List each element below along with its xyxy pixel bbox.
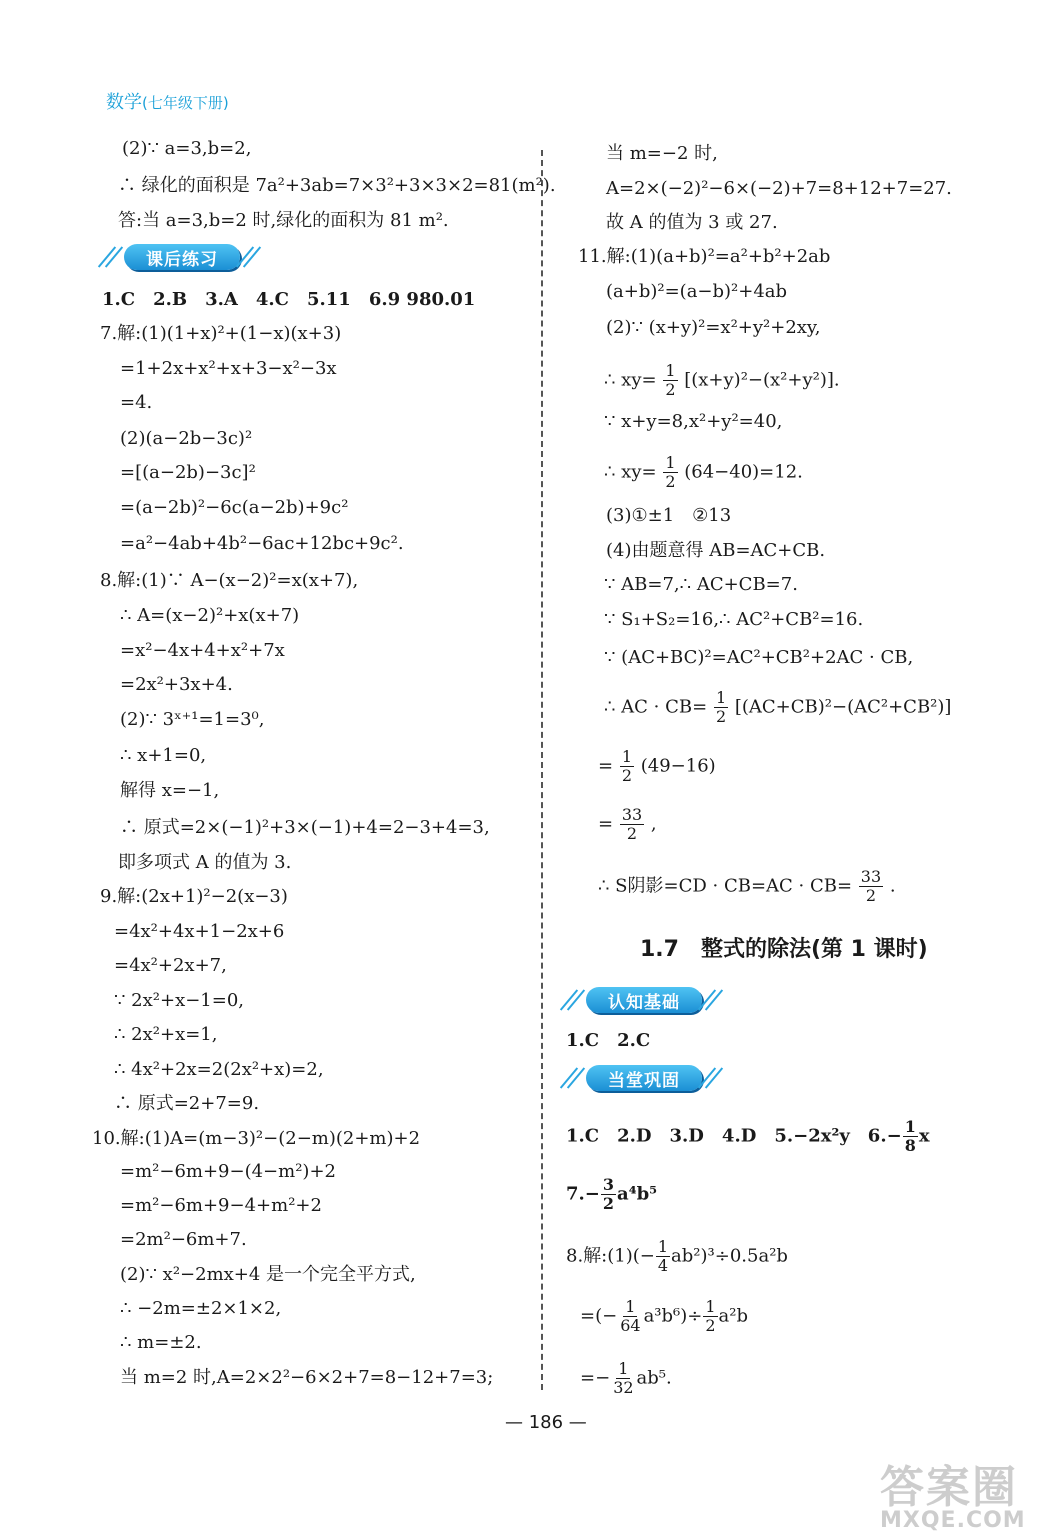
text-line: =4x²+4x+1−2x+6 bbox=[114, 921, 285, 942]
text-line: (a+b)²=(a−b)²+4ab bbox=[606, 281, 788, 302]
text-line: ∴ 绿化的面积是 7a²+3ab=7×3²+3×3×2=81(m²). bbox=[118, 175, 556, 196]
text-line bbox=[604, 454, 803, 491]
text-line: ∴ m=±2. bbox=[120, 1332, 202, 1353]
text-fragment: ∴ AC · CB= bbox=[604, 696, 708, 718]
stripe-decoration bbox=[100, 246, 124, 268]
text-line bbox=[604, 689, 951, 726]
fraction-denominator: 4 bbox=[657, 1256, 669, 1275]
fraction-numerator: 1 bbox=[705, 1297, 716, 1316]
fraction-numerator: 1 bbox=[715, 688, 727, 707]
fraction-denominator: 2 bbox=[705, 1316, 716, 1335]
text-line: (3)①±1 ②13 bbox=[606, 505, 732, 526]
text-line: =4x²+2x+7, bbox=[114, 955, 227, 976]
fraction-denominator: 2 bbox=[665, 472, 676, 491]
text-fragment: 7. bbox=[566, 1183, 585, 1205]
text-line: ∴ A=(x−2)²+x(x+7) bbox=[120, 605, 300, 626]
text-line: 解得 x=−1, bbox=[120, 780, 220, 801]
fraction-numerator: 33 bbox=[621, 805, 643, 824]
text-fragment: 8.解:(1)( bbox=[566, 1245, 640, 1267]
fraction-numerator: 1 bbox=[625, 1297, 636, 1316]
fraction-one-64 bbox=[618, 1298, 642, 1335]
text-fragment: = bbox=[598, 755, 614, 777]
fraction-numerator: 3 bbox=[602, 1175, 615, 1194]
badge-label: 认知基础 bbox=[586, 987, 702, 1013]
text-line: (2)∵ (x+y)²=x²+y²+2xy, bbox=[606, 317, 821, 338]
text-line: 11.解:(1)(a+b)²=a²+b²+2ab bbox=[578, 246, 831, 267]
fraction-three-half bbox=[601, 1176, 616, 1213]
text-line: ∴ −2m=±2×1×2, bbox=[120, 1298, 282, 1319]
text-fragment: (49−16) bbox=[640, 755, 716, 777]
text-line bbox=[604, 362, 840, 399]
text-line: ∴ x+1=0, bbox=[120, 745, 207, 766]
text-line: 当 m=−2 时, bbox=[606, 143, 718, 164]
page-number: — 186 — bbox=[505, 1412, 587, 1433]
fraction-half bbox=[703, 1298, 717, 1335]
text-line: (2)(a−2b−3c)² bbox=[120, 428, 253, 449]
fraction-numerator: 1 bbox=[618, 1359, 629, 1378]
stripe-decoration bbox=[562, 1067, 586, 1089]
fraction-numerator: 1 bbox=[665, 361, 676, 380]
grade-label: (七年级下册) bbox=[142, 94, 229, 112]
text-fragment: (64−40)=12. bbox=[684, 461, 803, 483]
fraction-denominator: 2 bbox=[602, 1194, 615, 1213]
fraction-half bbox=[714, 689, 728, 726]
fraction-denominator: 8 bbox=[904, 1136, 916, 1155]
text-line: =(a−2b)²−6c(a−2b)+9c² bbox=[120, 497, 349, 518]
fraction-denominator: 32 bbox=[613, 1378, 634, 1397]
fraction-denominator: 2 bbox=[715, 707, 727, 726]
text-line: =x²−4x+4+x²+7x bbox=[120, 640, 285, 661]
text-fragment: ∴ xy= bbox=[604, 369, 657, 391]
badge-label: 当堂巩固 bbox=[586, 1065, 702, 1091]
answer-line: 7.− $\frac{3}{2}$ a⁴b⁵ bbox=[566, 1175, 658, 1213]
text-line: (2)∵ x²−2mx+4 是一个完全平方式, bbox=[120, 1264, 416, 1285]
answer-line: 1.C 2.B 3.A 4.C 5.11 6.9 980.01 bbox=[102, 289, 476, 310]
text-line: 答:当 a=3,b=2 时,绿化的面积为 81 m². bbox=[118, 210, 449, 231]
stripe-decoration bbox=[702, 989, 726, 1011]
stripe-decoration bbox=[702, 1067, 726, 1089]
text-line: 9.解:(2x+1)²−2(x−3) bbox=[100, 886, 288, 907]
fraction-one-32 bbox=[611, 1360, 635, 1397]
fraction-denominator: 2 bbox=[626, 824, 638, 843]
page-header bbox=[106, 88, 229, 114]
badge-label: 课后练习 bbox=[124, 244, 240, 270]
text-line: 当 m=2 时,A=2×2²−6×2+7=8−12+7=3; bbox=[120, 1367, 494, 1388]
text-fragment: ∴ xy= bbox=[604, 461, 657, 483]
text-line: ∴ 原式=2×(−1)²+3×(−1)+4=2−3+4=3, bbox=[120, 817, 490, 838]
section-badge-cognitive bbox=[562, 985, 726, 1015]
text-line: ∵ S₁+S₂=16,∴ AC²+CB²=16. bbox=[604, 609, 864, 630]
text-line: A=2×(−2)²−6×(−2)+7=8+12+7=27. bbox=[606, 178, 952, 199]
text-line: ∵ x+y=8,x²+y²=40, bbox=[604, 411, 783, 432]
fraction-half bbox=[663, 362, 677, 399]
fraction-numerator: 33 bbox=[860, 867, 882, 886]
text-fragment: , bbox=[650, 813, 657, 835]
text-fragment: x bbox=[918, 1125, 930, 1147]
text-line: ∵ 2x²+x−1=0, bbox=[114, 990, 245, 1011]
text-fragment: a³b⁶)÷ bbox=[643, 1305, 703, 1327]
text-line: 8.解:(1)∵ A−(x−2)²=x(x+7), bbox=[100, 570, 359, 591]
text-line: ∴ 原式=2+7=9. bbox=[114, 1093, 260, 1114]
text-line: =2x²+3x+4. bbox=[120, 674, 233, 695]
text-fragment: ab²)³÷0.5a²b bbox=[671, 1245, 788, 1267]
fraction-half bbox=[620, 748, 634, 785]
text-line bbox=[598, 868, 896, 905]
fraction-denominator: 2 bbox=[865, 886, 877, 905]
fraction-half bbox=[663, 454, 677, 491]
text-line bbox=[598, 806, 657, 843]
text-fragment: ∴ S阴影=CD · CB=AC · CB= bbox=[598, 875, 853, 897]
fraction-one-eighth bbox=[903, 1118, 918, 1155]
fraction-denominator: 2 bbox=[621, 766, 633, 785]
stripe-decoration bbox=[240, 246, 264, 268]
text-line: =[(a−2b)−3c]² bbox=[120, 462, 256, 483]
section-title: 1.7 整式的除法(第 1 课时) bbox=[640, 937, 928, 962]
text-line: =m²−6m+9−4+m²+2 bbox=[120, 1195, 322, 1216]
text-line: ∵ (AC+BC)²=AC²+CB²+2AC · CB, bbox=[604, 647, 914, 668]
text-fragment: = bbox=[598, 813, 614, 835]
fraction-one-quarter bbox=[656, 1238, 670, 1275]
text-line: 故 A 的值为 3 或 27. bbox=[606, 212, 778, 233]
answer-line: 1.C 2.C bbox=[566, 1030, 651, 1051]
stripe-decoration bbox=[562, 989, 586, 1011]
text-line: (2)∵ a=3,b=2, bbox=[122, 138, 252, 159]
text-line: =m²−6m+9−(4−m²)+2 bbox=[120, 1161, 336, 1182]
text-fragment: [(AC+CB)²−(AC²+CB²)] bbox=[734, 696, 952, 718]
fraction-denominator: 64 bbox=[620, 1316, 641, 1335]
fraction-numerator: 1 bbox=[621, 747, 633, 766]
answer-line: 1.C 2.D 3.D 4.D 5.−2x²y 6.− $\frac{1}{8}$ x bbox=[566, 1117, 930, 1155]
fraction-33-2 bbox=[620, 806, 644, 843]
text-fragment: a⁴b⁵ bbox=[617, 1183, 658, 1205]
text-line: =1+2x+x²+x+3−x²−3x bbox=[120, 358, 337, 379]
text-fragment: ab⁵. bbox=[636, 1367, 672, 1389]
text-fragment: . bbox=[889, 875, 896, 897]
text-line: ∴ 4x²+2x=2(2x²+x)=2, bbox=[114, 1059, 324, 1080]
text-line: =a²−4ab+4b²−6ac+12bc+9c². bbox=[120, 533, 404, 554]
text-line bbox=[598, 748, 716, 785]
text-line: =(− $\frac{1}{64}$ a³b⁶)÷ $\frac{1}{2}$ a²b bbox=[580, 1297, 749, 1335]
fraction-33-2 bbox=[859, 868, 883, 905]
text-fragment: 1.C 2.D 3.D 4.D 5.−2x²y 6. bbox=[566, 1125, 887, 1147]
column-divider bbox=[541, 150, 543, 1390]
text-line: 8.解:(1)(− $\frac{1}{4}$ ab²)³÷0.5a²b bbox=[566, 1237, 788, 1275]
text-line: =4. bbox=[120, 392, 153, 413]
section-badge-classroom bbox=[562, 1063, 726, 1093]
text-line: =− $\frac{1}{32}$ ab⁵. bbox=[580, 1359, 672, 1397]
text-line: 7.解:(1)(1+x)²+(1−x)(x+3) bbox=[100, 323, 342, 344]
text-fragment: = bbox=[580, 1367, 596, 1389]
text-line: (4)由题意得 AB=AC+CB. bbox=[606, 540, 826, 561]
text-fragment: =( bbox=[580, 1305, 603, 1327]
text-line: ∵ AB=7,∴ AC+CB=7. bbox=[604, 574, 798, 595]
section-badge-after-class bbox=[100, 242, 264, 272]
fraction-numerator: 1 bbox=[904, 1117, 916, 1136]
fraction-numerator: 1 bbox=[657, 1237, 669, 1256]
watermark-top: 答案圈 bbox=[880, 1462, 1018, 1513]
text-fragment: a²b bbox=[718, 1305, 749, 1327]
fraction-numerator: 1 bbox=[665, 453, 676, 472]
subject-label: 数学 bbox=[106, 92, 142, 113]
watermark-logo bbox=[880, 1462, 1026, 1533]
text-fragment: [(x+y)²−(x²+y²)]. bbox=[684, 369, 840, 391]
watermark-bottom: MXQE.COM bbox=[880, 1508, 1026, 1533]
text-line: ∴ 2x²+x=1, bbox=[114, 1024, 218, 1045]
text-line: (2)∵ 3ˣ⁺¹=1=3⁰, bbox=[120, 709, 265, 730]
text-line: 10.解:(1)A=(m−3)²−(2−m)(2+m)+2 bbox=[92, 1128, 421, 1149]
fraction-denominator: 2 bbox=[665, 380, 676, 399]
text-line: 即多项式 A 的值为 3. bbox=[118, 852, 292, 873]
text-line: =2m²−6m+7. bbox=[120, 1229, 247, 1250]
